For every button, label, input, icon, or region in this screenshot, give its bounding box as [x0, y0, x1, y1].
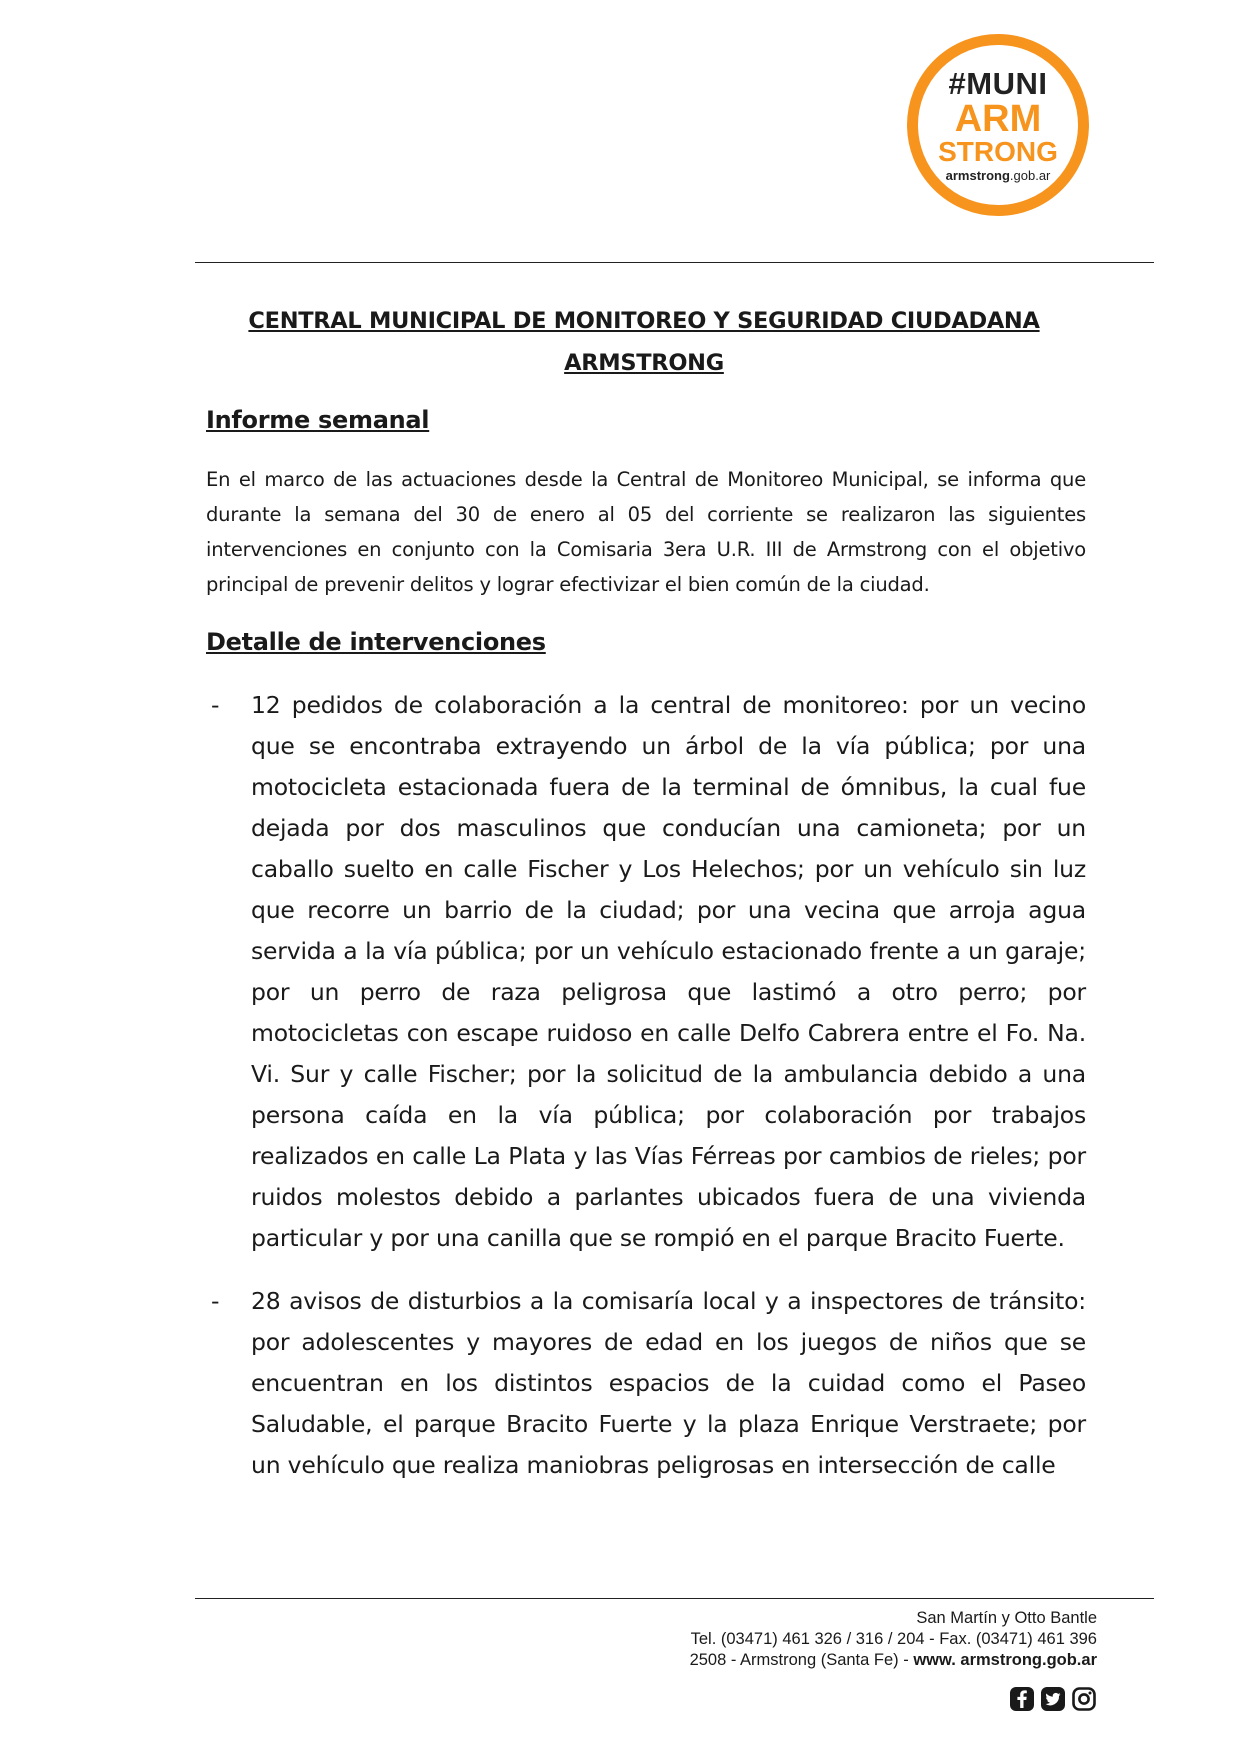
- document-title: [195, 300, 1093, 384]
- bullet-dash: -: [211, 691, 220, 719]
- logo-line-strong: STRONG: [938, 136, 1058, 167]
- instagram-icon[interactable]: [1071, 1686, 1097, 1712]
- footer-city: 2508 - Armstrong (Santa Fe) -: [689, 1651, 914, 1669]
- footer-contact: [690, 1608, 1097, 1671]
- twitter-icon[interactable]: [1040, 1686, 1066, 1712]
- intro-paragraph: En el marco de las actuaciones desde la Central de Monitoreo Municipal, se informa que durante la semana del 30 de enero al 05 del corriente se realizaron las siguientes intervenciones en conjunto con la Comisaria 3era U.R. III de Armstrong con el objetivo principal de prevenir delitos y lograr efectivizar el bien común de la ciudad.: [206, 468, 1086, 596]
- logo-site-domain: .gob.ar: [1009, 168, 1051, 183]
- title-line-2: ARMSTRONG: [564, 350, 724, 376]
- logo-site-name: armstrong: [945, 168, 1010, 183]
- list-item: [206, 1281, 1086, 1486]
- section-heading-informe: Informe semanal: [206, 406, 430, 434]
- interventions-list: [206, 685, 1086, 1486]
- municipality-logo: [907, 34, 1089, 216]
- logo-line-muni: #MUNI: [948, 66, 1048, 101]
- list-item: [206, 685, 1086, 1259]
- header-divider: [195, 262, 1154, 263]
- title-line-1: CENTRAL MUNICIPAL DE MONITOREO Y SEGURIDAD CIUDADANA: [248, 308, 1040, 334]
- list-item-text: 28 avisos de disturbios a la comisaría local y a inspectores de tránsito: por adolescentes y mayores de edad en los juegos de niños que se encuentran en los distintos espacios de la cuidad como el Paseo Saludable, el parque Bracito Fuerte y la plaza Enrique Verstraete; por un vehículo que realiza maniobras peligrosas en intersección de calle: [251, 1287, 1086, 1479]
- bullet-dash: -: [211, 1287, 220, 1315]
- facebook-icon[interactable]: [1009, 1686, 1035, 1712]
- footer-address: San Martín y Otto Bantle: [916, 1609, 1097, 1627]
- list-item-text: 12 pedidos de colaboración a la central de monitoreo: por un vecino que se encontraba extrayendo un árbol de la vía pública; por una motocicleta estacionada fuera de la terminal de ómnibus, la cual fue dejada por dos masculinos que conducían una camioneta; por un caballo suelto en calle Fischer y Los Helechos; por un vehículo sin luz que recorre un barrio de la ciudad; por una vecina que arroja agua servida a la vía pública; por un vehículo estacionado frente a un garaje; por un perro de raza peligrosa que lastimó a otro perro; por motocicletas con escape ruidoso en calle Delfo Cabrera entre el Fo. Na. Vi. Sur y calle Fischer; por la solicitud de la ambulancia debido a una persona caída en la vía pública; por colaboración por trabajos realizados en calle La Plata y las Vías Férreas por cambios de rieles; por ruidos molestos debido a parlantes ubicados fuera de una vivienda particular y por una canilla que se rompió en el parque Bracito Fuerte.: [251, 691, 1086, 1252]
- footer-website[interactable]: www. armstrong.gob.ar: [913, 1651, 1097, 1669]
- footer-city-line: [690, 1650, 1097, 1671]
- section-heading-detalle: Detalle de intervenciones: [206, 628, 546, 656]
- social-icons: [1009, 1686, 1097, 1712]
- footer-phones: Tel. (03471) 461 326 / 316 / 204 - Fax. (03471) 461 396: [690, 1630, 1097, 1648]
- logo-line-arm: ARM: [954, 98, 1042, 140]
- logo-site: [946, 169, 1051, 182]
- footer-divider: [195, 1598, 1154, 1599]
